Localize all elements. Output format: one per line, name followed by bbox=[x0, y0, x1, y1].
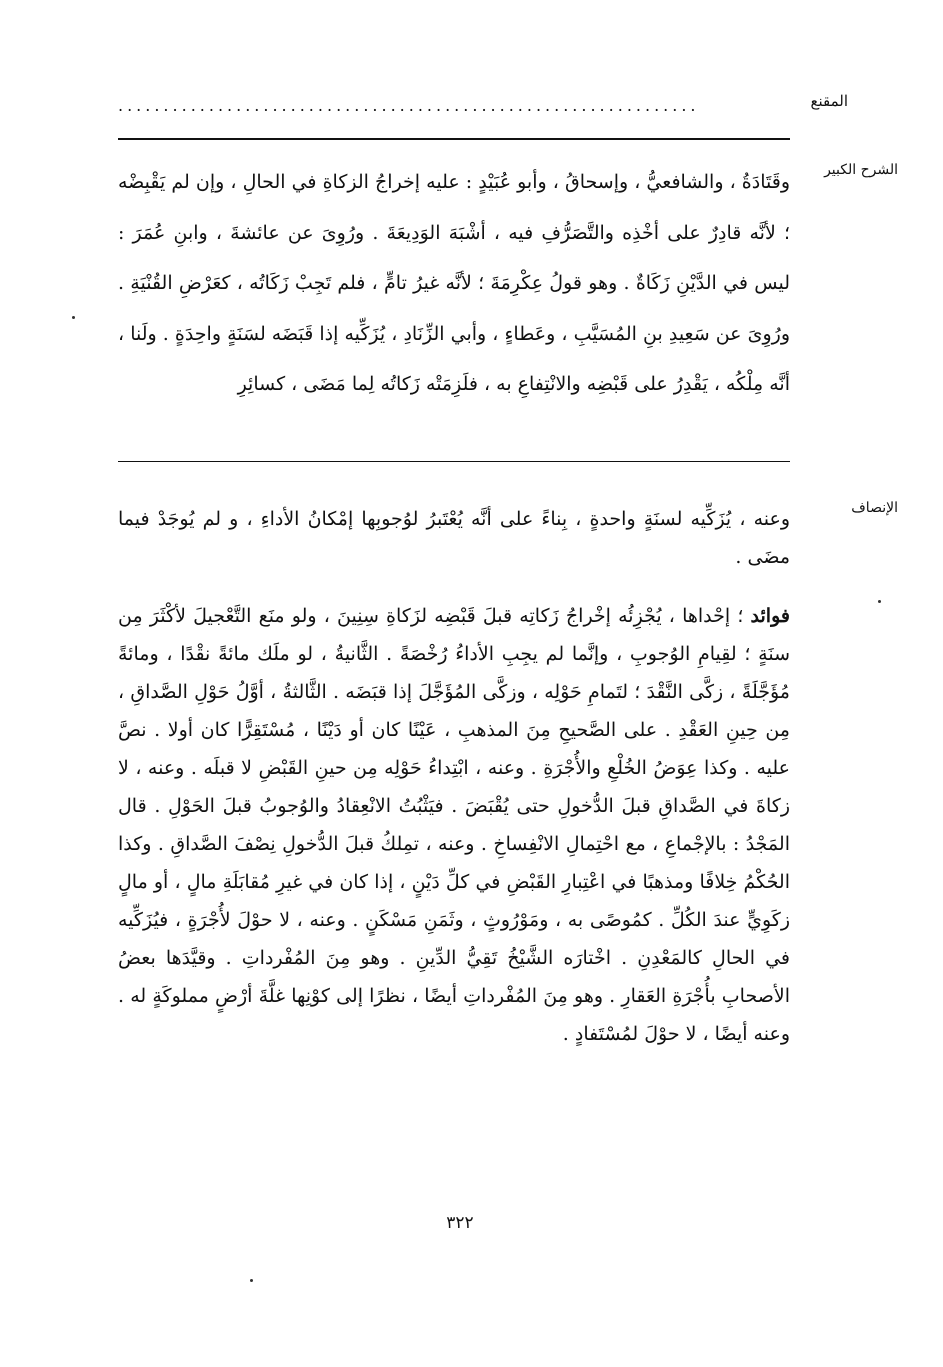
fawaid-heading: فوائد bbox=[750, 605, 790, 627]
header-dotted-leader: ................................................................ bbox=[118, 96, 700, 115]
running-title: المقنع bbox=[810, 92, 848, 110]
scan-speck bbox=[72, 316, 75, 319]
paragraph-gap bbox=[118, 576, 790, 597]
header-rule bbox=[118, 138, 790, 140]
insaf-label: الإنصاف bbox=[851, 500, 898, 516]
section-divider-rule bbox=[118, 461, 790, 462]
insaf-paragraph-1: وعنه ، يُزَكِّيه لسنَةٍ واحدةٍ ، بِناءً على أنَّه يُعْتَبرُ لوُجوبِها إمْكانُ الأداءِ ، و لم يُوجَدْ فيما مضَى . bbox=[118, 508, 790, 568]
scan-speck bbox=[250, 1279, 253, 1282]
insaf-text-block bbox=[118, 500, 790, 1053]
running-header bbox=[118, 92, 848, 124]
sharh-text-block bbox=[118, 157, 790, 410]
insaf-paragraph-2 bbox=[118, 597, 790, 1053]
fawaid-body: ؛ إحْداها ، يُجْزِئُه إخْراجُ زَكاتِه قبلَ قَبْضِه لزَكاةِ سِنِينَ ، ولو منَع التَّعْجيلَ لأكْثَرَ مِن سنَةٍ ؛ لقِيامِ الوُجوبِ ، وإنَّما لم يجِبِ الأداءُ رُخْصَةً . الثَّانيةُ ، لو ملَك مائةً نقْدًا ، ومائةً مُؤَجَّلَةً ، زكَّى النَّقْدَ ؛ لتَمامِ حَوْلِه ، وزكَّى المُؤَجَّلَ إذا قبَضَه . الثَّالثةُ ، أوَّلُ حَوْلِ الصَّداقِ ، مِن حِينِ العَقْدِ . على الصَّحيحِ مِنَ المذهبِ ، عَيْنًا كان أو دَيْنًا ، مُسْتَقِرًّا كان أولا . نصَّ عليه . وكذا عِوَضُ الخُلْعِ والأُجْرَةِ . وعنه ، ابْتِداءُ حَوْلِه مِن حينِ القَبْضِ لا قبلَه . وعنه ، لا زكاةَ في الصَّداقِ قبلَ الدُّخولِ حتى يُقْبَضَ . فيَثْبُتُ الانْعِقادُ والوُجوبُ قبلَ الحَوْلِ . قال المَجْدُ : بالإجْماعِ ، مع احْتِمالِ الانْفِساخِ . وعنه ، تمِلكُ قبلَ الدُّخولِ نِصْفَ الصَّداقِ . وكذا الحُكْمُ خِلافًا ومذهبًا في اعْتِبارِ القَبْضِ في كلِّ دَيْنٍ ، إذا كان في غيرِ مُقابَلَةِ مالٍ ، أو مالٍ زكَوِيٍّ عندَ الكُلِّ . كمُوصًى به ، ومَوْرُوثٍ ، وثَمَنِ مَسْكَنٍ . وعنه ، لا حوْلَ لأُجْرَةٍ ، فيُزَكِّيه في الحالِ كالمَعْدِنِ . اخْتارَه الشَّيْخُ تَقِيُّ الدِّينِ . وهو مِنَ المُفْرداتِ . وقيَّدَها بعضُ الأصحابِ بأُجْرَةِ العَقارِ . وهو مِنَ المُفْرداتِ أيضًا ، نظرًا إلى كوْنِها غلَّةَ أرْضٍ مملوكَةٍ له . وعنه أيضًا ، لا حوْلَ لمُسْتَفادٍ . bbox=[118, 605, 790, 1045]
sharh-paragraph: وقَتَادَةُ ، والشافعيُّ ، وإسحاقُ ، وأبو عُبَيْدٍ : عليه إخراجُ الزكاةِ في الحالِ ، وإن لم يَقْبِضْه ؛ لأنَّه قادِرٌ على أخْذِه والتَّصَرُّفِ فيه ، أشْبَهَ الوَدِيعَةَ . ورُوِىَ عن عائشةَ ، وابنِ عُمَرَ : ليس في الدَّيْنِ زَكَاةٌ . وهو قولُ عِكْرِمَةَ ؛ لأنَّه غيرُ تامٍّ ، فلم تَجِبْ زَكَاتُه ، كعَرْضِ القُنْيَةِ . ورُوِىَ عن سَعِيدِ بنِ المُسَيَّبِ ، وعَطاءٍ ، وأبي الزِّنَادِ ، يُزَكِّيه إذا قَبَضَه لسَنَةٍ واحِدَةٍ . ولَنا ، أنَّه مِلْكُه ، يَقْدِرُ على قَبْضِه والانْتِفاعِ به ، فلَزِمَتْه زَكاتُه لِما مَضَى ، كسائِرِ bbox=[118, 171, 790, 395]
page-number: ٣٢٢ bbox=[446, 1213, 474, 1233]
sharh-label: الشرح الكبير bbox=[824, 162, 898, 178]
scan-speck bbox=[878, 600, 881, 603]
